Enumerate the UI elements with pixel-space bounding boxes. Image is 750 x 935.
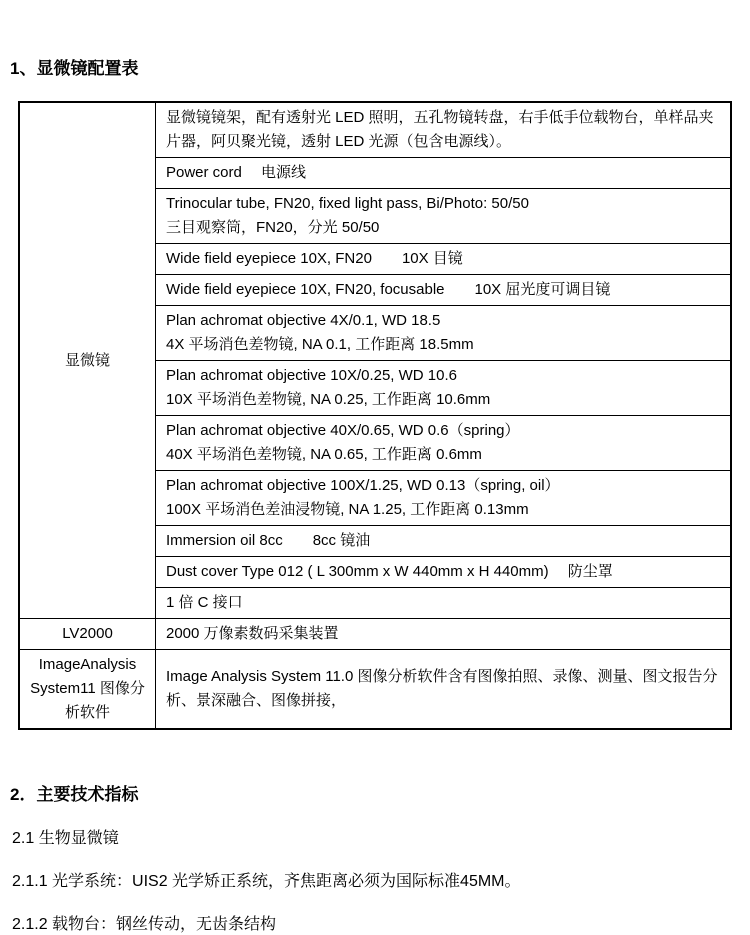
description-line: Wide field eyepiece 10X, FN20 10X 目镜 [166,250,463,267]
section2-heading: 2．主要技术指标 [10,785,139,804]
spec-list [0,806,750,935]
description-line: Plan achromat objective 4X/0.1, WD 18.5 [166,312,441,329]
table-row [19,619,731,650]
description-line: 1 倍 C 接口 [166,594,243,611]
component-description-cell [156,588,732,619]
spec-item: 2.1.1 光学系统：UIS2 光学矫正系统，齐焦距离必须为国际标准45MM。 [12,873,521,890]
description-line: 显微镜镜架，配有透射光 LED 照明，五孔物镜转盘，右手低手位载物台，单样品夹片器，阿贝聚光镜，透射 LED 光源（包含电源线）。 [166,109,714,150]
config-table-body [19,102,731,729]
description-line: 4X 平场消色差物镜, NA 0.1, 工作距离 18.5mm [166,336,474,353]
description-line: 10X 平场消色差物镜, NA 0.25, 工作距离 10.6mm [166,391,491,408]
component-description-cell [156,361,732,416]
section1-heading: 1、显微镜配置表 [10,59,139,78]
component-description-cell [156,471,732,526]
description-line: Dust cover Type 012 ( L 300mm x W 440mm x H 440mm) 防尘罩 [166,563,613,580]
component-label-cell: LV2000 [19,619,156,650]
component-description-cell [156,275,732,306]
component-description-cell [156,102,732,158]
component-description-cell [156,244,732,275]
description-line: 2000 万像素数码采集装置 [166,625,339,642]
description-line: Power cord 电源线 [166,164,307,181]
description-line: 40X 平场消色差物镜, NA 0.65, 工作距离 0.6mm [166,446,482,463]
component-label-cell: ImageAnalysis System11 图像分析软件 [19,650,156,730]
description-line: Immersion oil 8cc 8cc 镜油 [166,532,371,549]
table-row [19,650,731,730]
component-description-cell [156,557,732,588]
microscope-config-table [18,101,732,730]
description-line: Plan achromat objective 40X/0.65, WD 0.6（spring） [166,422,520,439]
table-row [19,102,731,158]
component-description-cell [156,526,732,557]
description-line: Image Analysis System 11.0 图像分析软件含有图像拍照、录像、测量、图文报告分析、景深融合、图像拼接， [166,668,718,709]
spec-item: 2.1.2 载物台：钢丝传动，无齿条结构 [12,916,277,933]
description-line: Wide field eyepiece 10X, FN20, focusable 10X 屈光度可调目镜 [166,281,611,298]
component-description-cell [156,619,732,650]
description-line: Plan achromat objective 100X/1.25, WD 0.13（spring, oil） [166,477,560,494]
spec-item: 2.1 生物显微镜 [12,830,119,847]
component-description-cell [156,416,732,471]
component-label-cell: 显微镜 [19,102,156,619]
component-description-cell [156,306,732,361]
component-description-cell [156,189,732,244]
description-line: Trinocular tube, FN20, fixed light pass, Bi/Photo: 50/50 [166,195,529,212]
component-description-cell [156,650,732,730]
description-line: 三目观察筒，FN20，分光 50/50 [166,219,380,236]
description-line: 100X 平场消色差油浸物镜, NA 1.25, 工作距离 0.13mm [166,501,529,518]
description-line: Plan achromat objective 10X/0.25, WD 10.6 [166,367,457,384]
component-description-cell [156,158,732,189]
